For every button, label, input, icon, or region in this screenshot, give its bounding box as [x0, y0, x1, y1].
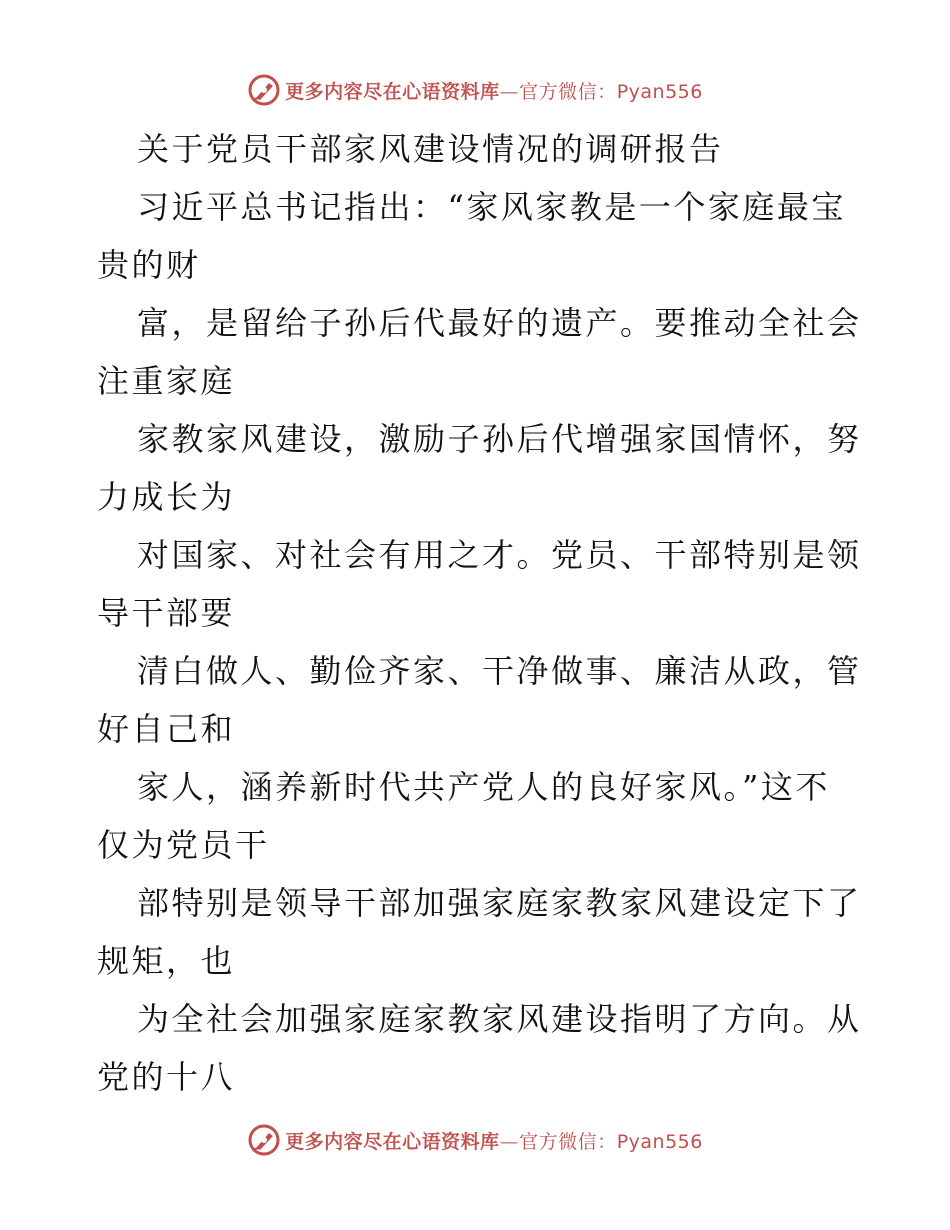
paragraph-line: 好自己和 — [97, 710, 236, 748]
paragraph-line: 规矩，也 — [97, 942, 236, 980]
paragraph-line: 部特别是领导干部加强家庭家教家风建设定下了 — [137, 884, 862, 922]
banner-wechat-id: Pyan556 — [616, 80, 703, 103]
paragraph-line: 富，是留给子孙后代最好的遗产。要推动全社会 — [137, 304, 862, 342]
paragraph-line: 贵的财 — [97, 246, 201, 284]
banner-separator: — — [499, 80, 520, 103]
paragraph-line: 导干部要 — [97, 594, 236, 632]
paragraph-line: 力成长为 — [97, 478, 236, 516]
paragraph-line: 注重家庭 — [97, 362, 236, 400]
paragraph-line: 党的十八 — [97, 1058, 236, 1096]
paragraph-line: 习近平总书记指出：“家风家教是一个家庭最宝 — [137, 188, 846, 226]
paragraph-line: 清白做人、勤俭齐家、干净做事、廉洁从政，管 — [137, 652, 862, 690]
banner-main-text: 更多内容尽在心语资料库 — [285, 80, 500, 103]
banner-separator: — — [499, 1130, 520, 1153]
paragraph-line: 家人，涵养新时代共产党人的良好家风。”这不 — [137, 768, 830, 806]
banner-wechat-id: Pyan556 — [616, 1130, 703, 1153]
document-body — [97, 120, 862, 1106]
banner-wechat-label: 官方微信： — [519, 80, 617, 103]
paragraph-line: 为全社会加强家庭家教家风建设指明了方向。从 — [137, 1000, 862, 1038]
footer-banner — [0, 1120, 950, 1160]
paragraph-line: 对国家、对社会有用之才。党员、干部特别是领 — [137, 536, 862, 574]
pen-circle-logo-icon — [247, 1123, 281, 1157]
banner-wechat-label: 官方微信： — [519, 1130, 617, 1153]
header-banner — [0, 70, 950, 110]
paragraph-line: 家教家风建设，激励子孙后代增强家国情怀，努 — [137, 420, 862, 458]
paragraph-line: 仅为党员干 — [97, 826, 270, 864]
pen-circle-logo-icon — [247, 73, 281, 107]
banner-main-text: 更多内容尽在心语资料库 — [285, 1130, 500, 1153]
document-title: 关于党员干部家风建设情况的调研报告 — [137, 130, 724, 168]
